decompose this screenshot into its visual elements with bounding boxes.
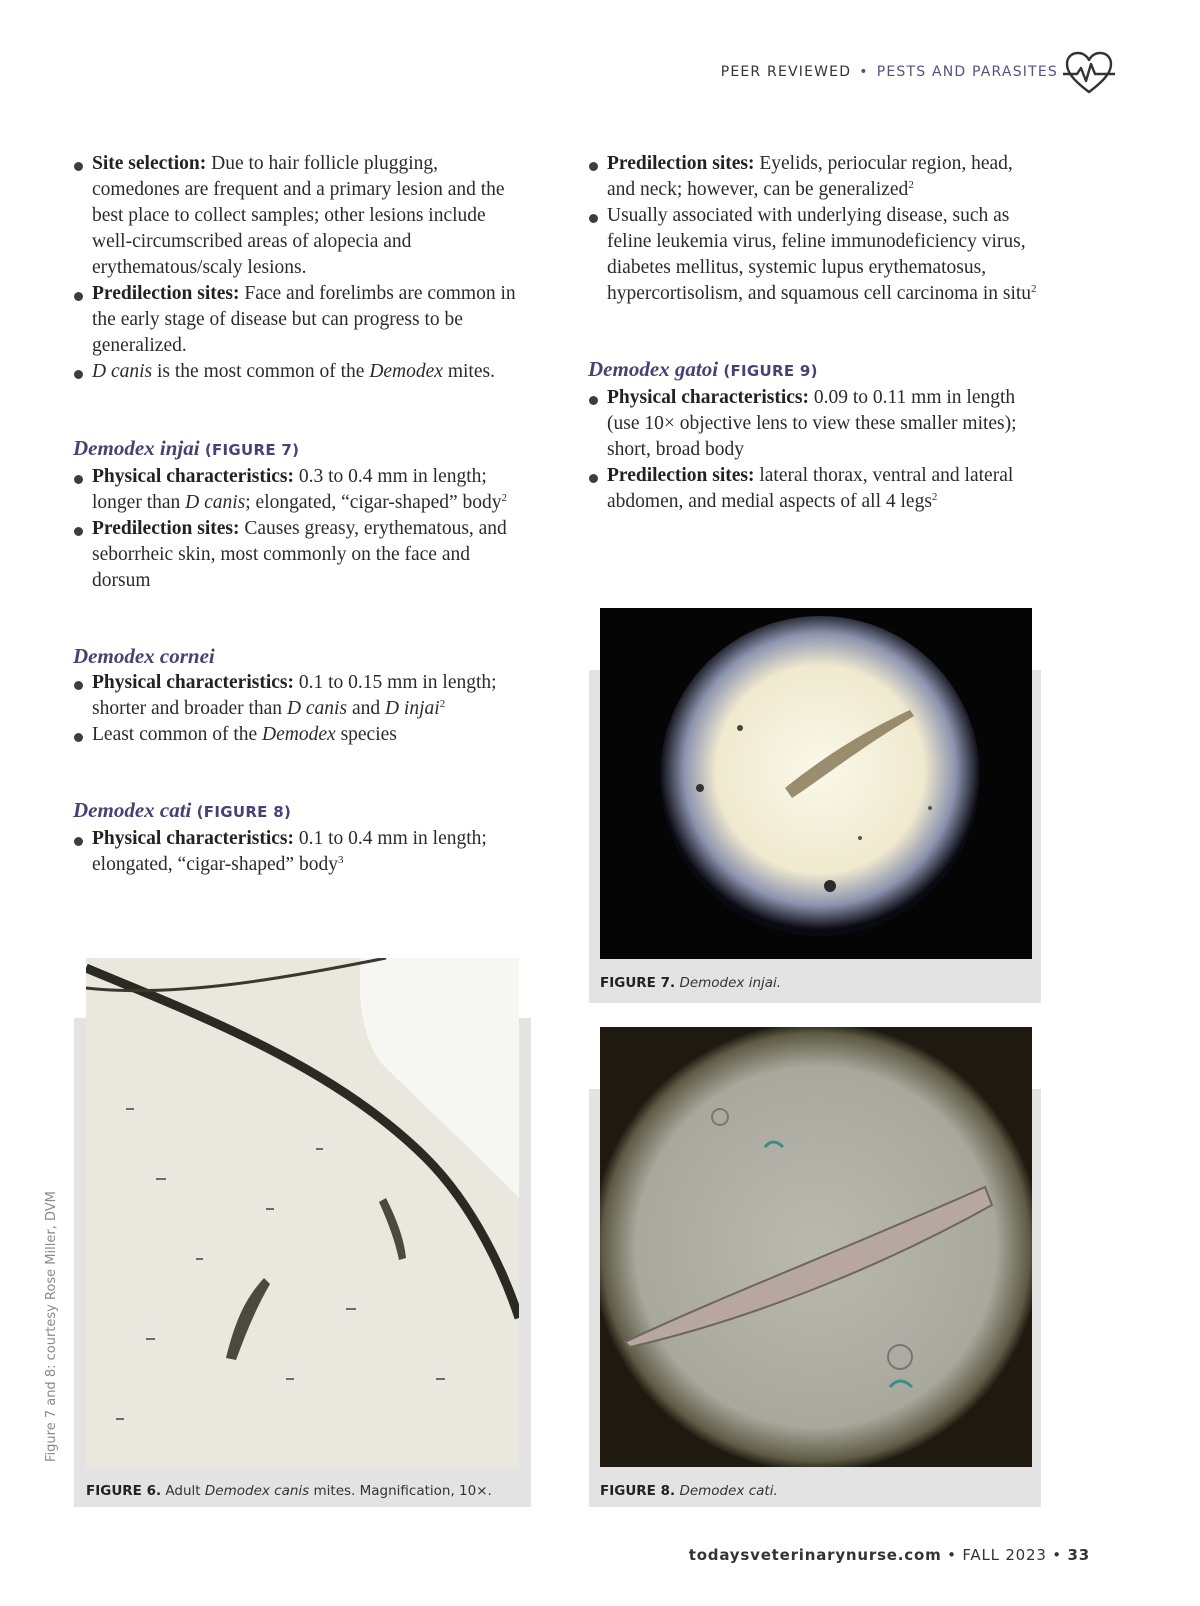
cati-list — [73, 826, 528, 878]
cornei-list — [73, 670, 528, 748]
figure-7-image — [600, 608, 1032, 959]
section-heading-injai: Demodex injai (FIGURE 7) — [73, 436, 300, 460]
list-item — [588, 463, 1038, 515]
item-text: Due to hair follicle plugging, comedones are frequent and a primary lesion and the best place to collect samples; other lesions include well-circumscribed areas of alopecia and erythematous/scaly lesions. — [92, 153, 505, 278]
item-text: Usually associated with underlying disease, such as feline leukemia virus, feline immunodeficiency virus, diabetes mellitus, systemic lupus erythematosus, hypercortisolism, and squamous cell carcinoma in situ — [607, 205, 1032, 304]
caption-italic: Demodex injai. — [679, 975, 782, 991]
item-text: ; elongated, “cigar-shaped” body — [245, 492, 502, 513]
figure-6-image — [86, 958, 519, 1468]
caption-italic: Demodex canis — [204, 1483, 310, 1499]
page-footer — [689, 1546, 1090, 1564]
header-separator: • — [859, 64, 869, 80]
item-label: Physical characteristics: — [92, 466, 294, 487]
page-number: 33 — [1067, 1546, 1090, 1564]
item-italic: D canis — [92, 361, 153, 382]
citation: 2 — [1031, 283, 1037, 295]
photo-credit: Figure 7 and 8: courtesy Rose Miller, DVM — [44, 1191, 59, 1462]
item-text: 0.3 to 0.4 mm in length; longer than — [92, 466, 487, 513]
item-text: Causes greasy, erythematous, and seborrheic skin, most commonly on the face and dorsum — [92, 518, 507, 591]
item-label: Physical characteristics: — [92, 672, 294, 693]
item-text: Eyelids, periocular region, head, and neck; however, can be generalized — [607, 153, 1013, 200]
list-item — [588, 203, 1038, 307]
list-item — [73, 151, 528, 281]
list-item — [73, 722, 528, 748]
right-intro-list — [588, 151, 1038, 307]
item-italic: Demodex — [369, 361, 443, 382]
item-text: 0.1 to 0.4 mm in length; elongated, “cigar-shaped” body — [92, 828, 487, 875]
item-text: Least common of the — [92, 724, 263, 745]
item-text: lateral thorax, ventral and lateral abdomen, and medial aspects of all 4 legs — [607, 465, 1014, 512]
heading-title: Demodex injai — [73, 436, 200, 460]
caption-text: mites. Magnification, 10×. — [309, 1483, 492, 1499]
citation: 3 — [337, 854, 344, 866]
figure-ref: FIGURE 8 — [203, 803, 284, 821]
running-header — [721, 64, 1058, 80]
caption-label: FIGURE 7. — [600, 975, 676, 991]
gatoi-list — [588, 385, 1038, 515]
footer-separator: • — [1052, 1546, 1062, 1564]
caption-label: FIGURE 6. — [86, 1483, 162, 1499]
figure-ref: FIGURE 9 — [730, 362, 811, 380]
item-label: Predilection sites: — [92, 283, 240, 304]
heading-title: Demodex cornei — [73, 644, 215, 668]
item-text: species — [335, 724, 397, 745]
caption-italic: Demodex cati. — [679, 1483, 778, 1499]
section-heading-gatoi: Demodex gatoi (FIGURE 9) — [588, 357, 818, 381]
section-heading-cornei — [73, 642, 528, 670]
item-label: Predilection sites: — [607, 153, 755, 174]
figure-7-caption — [600, 975, 781, 991]
item-label: Predilection sites: — [92, 518, 240, 539]
figure-ref: FIGURE 7 — [211, 441, 293, 459]
item-text: 0.1 to 0.15 mm in length; shorter and broader than — [92, 672, 497, 719]
citation: 2 — [439, 698, 446, 710]
list-item — [588, 151, 1038, 203]
item-text: mites. — [442, 361, 495, 382]
item-italic: D injai — [384, 698, 440, 719]
item-label: Physical characteristics: — [607, 387, 809, 408]
list-item — [73, 826, 528, 878]
list-item — [73, 516, 528, 594]
item-text: and — [347, 698, 385, 719]
injai-list — [73, 464, 528, 594]
list-item — [73, 464, 528, 516]
heading-title: Demodex cati — [73, 798, 192, 822]
intro-list — [73, 151, 528, 385]
list-item — [73, 359, 528, 385]
citation: 2 — [931, 491, 938, 503]
heart-pulse-icon — [1063, 50, 1115, 96]
header-section: PESTS AND PARASITES — [876, 64, 1058, 80]
figure-8-image — [600, 1027, 1032, 1467]
header-label: PEER REVIEWED — [720, 64, 852, 80]
list-item — [73, 670, 528, 722]
section-heading-cati: Demodex cati (FIGURE 8) — [73, 798, 292, 822]
item-italic: Demodex — [262, 724, 336, 745]
footer-site: todaysveterinarynurse.com — [688, 1546, 942, 1564]
item-label: Predilection sites: — [607, 465, 755, 486]
item-italic: D canis — [286, 698, 348, 719]
citation: 2 — [908, 179, 914, 191]
heading-title: Demodex gatoi — [588, 357, 719, 381]
item-text: 0.09 to 0.11 mm in length (use 10× objective lens to view these smaller mites); short, broad body — [607, 387, 1017, 460]
figure-6-caption — [86, 1483, 492, 1499]
figure-8-caption — [600, 1483, 778, 1499]
footer-issue: FALL 2023 — [962, 1546, 1047, 1564]
citation: 2 — [501, 492, 508, 504]
caption-text: Adult — [161, 1483, 205, 1499]
item-text: Face and forelimbs are common in the early stage of disease but can progress to be generalized. — [92, 283, 516, 356]
item-label: Site selection: — [92, 153, 207, 174]
item-italic: D canis — [185, 492, 246, 513]
list-item — [73, 281, 528, 359]
footer-separator: • — [947, 1546, 957, 1564]
right-column — [588, 151, 1038, 515]
item-text: is the most common of the — [152, 361, 370, 382]
left-column — [73, 151, 528, 878]
list-item — [588, 385, 1038, 463]
item-label: Physical characteristics: — [92, 828, 294, 849]
caption-label: FIGURE 8. — [600, 1483, 676, 1499]
